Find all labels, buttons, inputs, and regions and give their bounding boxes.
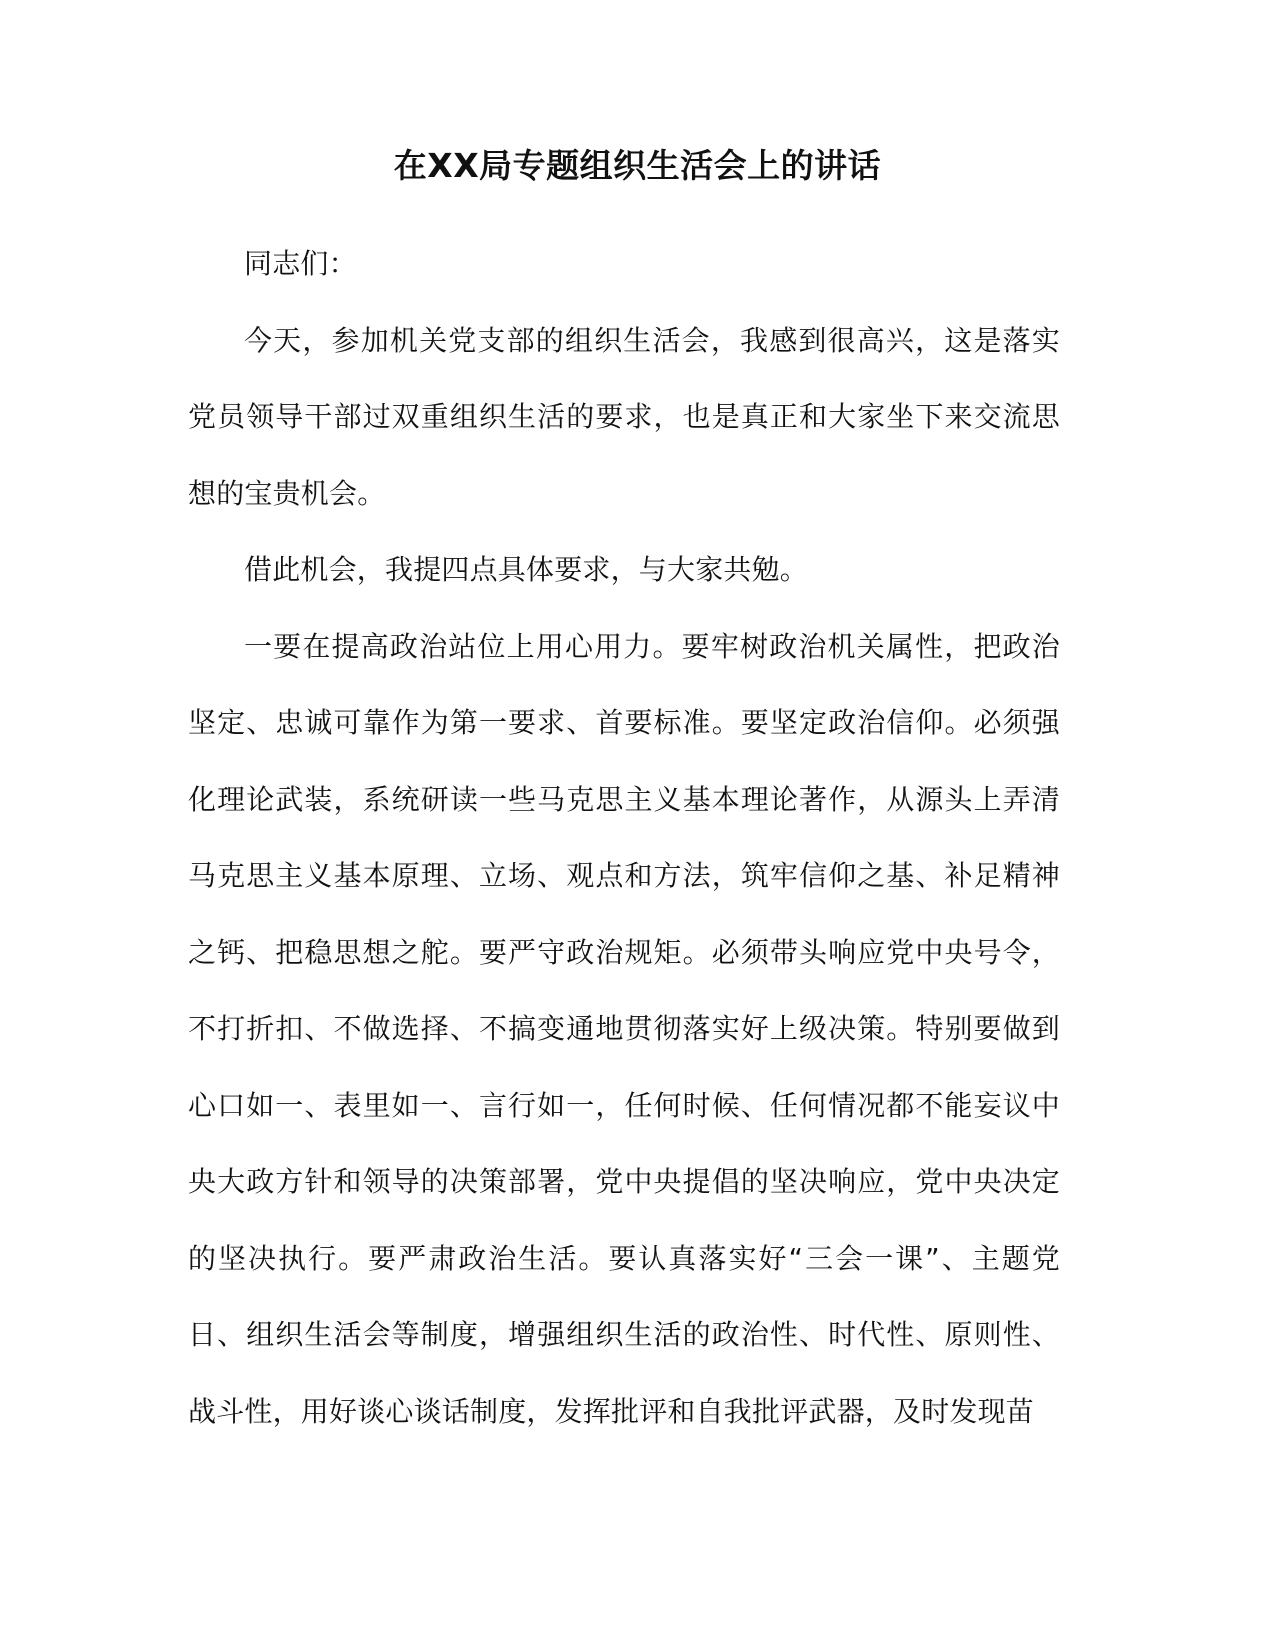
- paragraph-requirements: 借此机会，我提四点具体要求，与大家共勉。: [244, 553, 809, 586]
- document-title: 在XX局专题组织生活会上的讲话: [393, 146, 882, 185]
- paragraph-greeting: 同志们：: [244, 247, 357, 280]
- paragraph-intro: 今天，参加机关党支部的组织生活会，我感到很高兴，这是落实党员领导干部过双重组织生活的要求，也是真正和大家坐下来交流思想的宝贵机会。: [188, 323, 1060, 510]
- document-body: [188, 226, 1060, 1450]
- paragraph-point-one: 一要在提高政治站位上用心用力。要牢树政治机关属性，把政治坚定、忠诚可靠作为第一要求、首要标准。要坚定政治信仰。必须强化理论武装，系统研读一些马克思主义基本理论著作，从源头上弄清马克思主义基本原理、立场、观点和方法，筑牢信仰之基、补足精神之钙、把稳思想之舵。要严守政治规矩。必须带头响应党中央号令，不打折扣、不做选择、不搞变通地贯彻落实好上级决策。特别要做到心口如一、表里如一、言行如一，任何时候、任何情况都不能妄议中央大政方针和领导的决策部署，党中央提倡的坚决响应，党中央决定的坚决执行。要严肃政治生活。要认真落实好“三会一课”、主题党日、组织生活会等制度，增强组织生活的政治性、时代性、原则性、战斗性，用好谈心谈话制度，发挥批评和自我批评武器，及时发现苗: [188, 629, 1060, 1428]
